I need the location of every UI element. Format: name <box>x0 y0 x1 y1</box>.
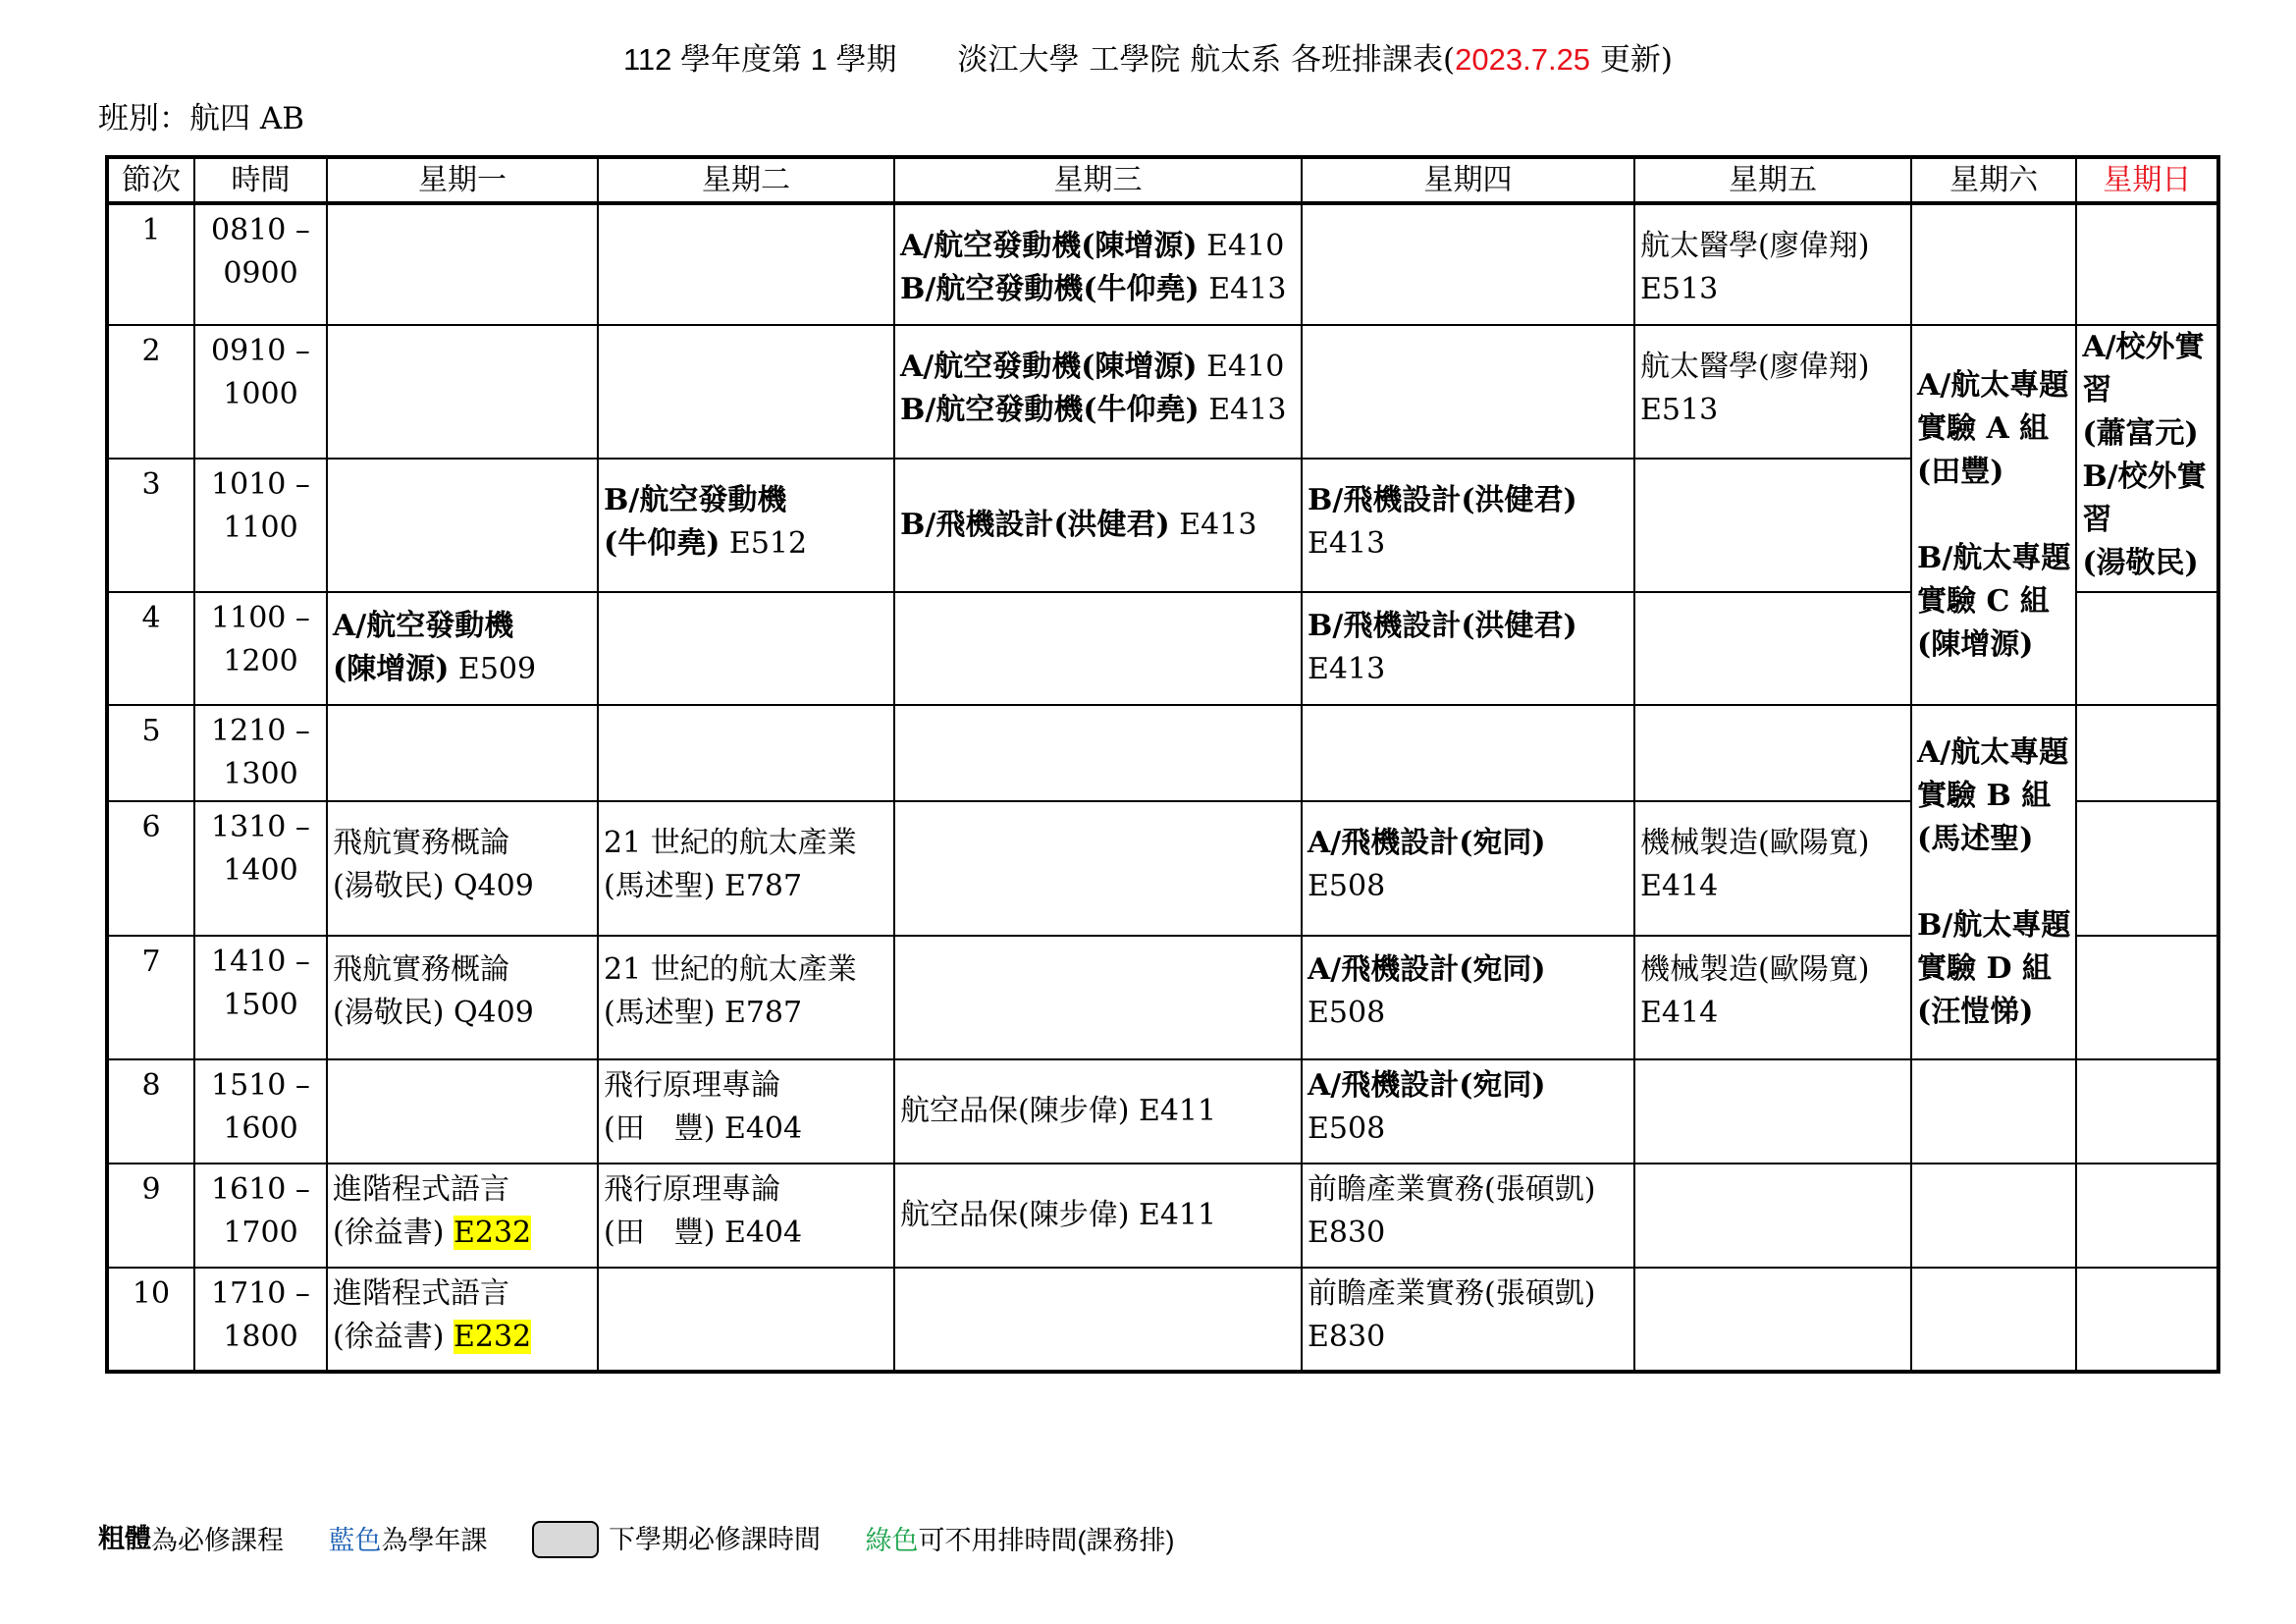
cell-empty <box>1634 705 1911 801</box>
period-number: 7 <box>107 936 194 1059</box>
period-time: 1100 – 1200 <box>194 592 327 705</box>
cell-empty <box>2076 1164 2218 1268</box>
cell-empty <box>894 592 1302 705</box>
legend-blue-word: 藍色 <box>328 1525 382 1555</box>
course-cell: B/飛機設計(洪健君) E413 <box>894 459 1302 592</box>
table-row <box>107 203 2218 325</box>
header-sunday: 星期日 <box>2076 157 2218 203</box>
cell-empty <box>894 936 1302 1059</box>
cell-empty <box>2076 936 2218 1059</box>
period-time: 1710 – 1800 <box>194 1268 327 1372</box>
header-tuesday: 星期二 <box>598 157 894 203</box>
cell-empty <box>894 801 1302 936</box>
period-time: 1410 – 1500 <box>194 936 327 1059</box>
period-time: 1010 – 1100 <box>194 459 327 592</box>
course-cell: 航太醫學(廖偉翔) E513 <box>1634 325 1911 459</box>
course-cell: A/飛機設計(宛同) E508 <box>1302 936 1634 1059</box>
course-cell: 飛航實務概論 (湯敬民) Q409 <box>327 936 598 1059</box>
course-cell: 21 世紀的航太產業 (馬述聖) E787 <box>598 801 894 936</box>
course-cell: 飛航實務概論 (湯敬民) Q409 <box>327 801 598 936</box>
course-cell: B/飛機設計(洪健君) E413 <box>1302 592 1634 705</box>
course-cell: 進階程式語言 (徐益書) E232 <box>327 1268 598 1372</box>
room-highlight: E232 <box>453 1216 532 1250</box>
course-cell: 航空品保(陳步偉) E411 <box>894 1059 1302 1164</box>
cell-empty <box>1634 459 1911 592</box>
cell-empty <box>2076 1059 2218 1164</box>
cell-empty <box>1302 325 1634 459</box>
legend-green-word: 綠色 <box>865 1525 919 1555</box>
course-cell: B/航空發動機 (牛仰堯) E512 <box>598 459 894 592</box>
cell-empty <box>598 592 894 705</box>
cell-empty <box>2076 1268 2218 1372</box>
period-number: 4 <box>107 592 194 705</box>
period-number: 10 <box>107 1268 194 1372</box>
class-label: 班別：航四 AB <box>98 101 305 136</box>
cell-empty <box>894 1268 1302 1372</box>
cell-empty <box>327 459 598 592</box>
table-row <box>107 705 2218 801</box>
course-cell: A/飛機設計(宛同) E508 <box>1302 801 1634 936</box>
cell-empty <box>598 1268 894 1372</box>
course-cell: A/航空發動機(陳增源) E410 B/航空發動機(牛仰堯) E413 <box>894 325 1302 459</box>
course-cell: A/航空發動機(陳增源) E410 B/航空發動機(牛仰堯) E413 <box>894 203 1302 325</box>
period-number: 1 <box>107 203 194 325</box>
cell-empty <box>1634 1164 1911 1268</box>
table-row <box>107 592 2218 705</box>
period-time: 1510 – 1600 <box>194 1059 327 1164</box>
table-row <box>107 1164 2218 1268</box>
table-row <box>107 1268 2218 1372</box>
cell-empty <box>1302 203 1634 325</box>
table-row <box>107 459 2218 592</box>
legend-box-desc: 下學期必修課時間 <box>609 1524 822 1554</box>
course-cell: A/飛機設計(宛同) E508 <box>1302 1059 1634 1164</box>
cell-empty <box>1634 1059 1911 1164</box>
saturday-lab-a-c: A/航太專題 實驗 A 組 (田豐) B/航太專題 實驗 C 組 (陳增源) <box>1911 325 2076 705</box>
course-cell: 21 世紀的航太產業 (馬述聖) E787 <box>598 936 894 1059</box>
table-header-row <box>107 157 2218 203</box>
page-title: 112 學年度第 1 學期 淡江大學 工學院 航太系 各班排課表(2023.7.25 更新) <box>622 42 1674 78</box>
course-cell: 進階程式語言 (徐益書) E232 <box>327 1164 598 1268</box>
sunday-internship: A/校外實 習 (蕭富元) B/校外實 習 (湯敬民) <box>2076 325 2218 592</box>
header-thursday: 星期四 <box>1302 157 1634 203</box>
period-time: 0910 – 1000 <box>194 325 327 459</box>
cell-empty <box>894 705 1302 801</box>
legend-bold-desc: 為必修課程 <box>151 1525 284 1555</box>
cell-empty <box>598 203 894 325</box>
course-cell: A/航空發動機 (陳增源) E509 <box>327 592 598 705</box>
cell-empty <box>1634 1268 1911 1372</box>
period-number: 3 <box>107 459 194 592</box>
room-highlight: E232 <box>453 1320 532 1354</box>
period-time: 0810 – 0900 <box>194 203 327 325</box>
table-row <box>107 936 2218 1059</box>
cell-empty <box>2076 203 2218 325</box>
course-cell: 前瞻產業實務(張碩凱) E830 <box>1302 1164 1634 1268</box>
period-time: 1610 – 1700 <box>194 1164 327 1268</box>
course-cell: 飛行原理專論 (田 豐) E404 <box>598 1059 894 1164</box>
table-row <box>107 801 2218 936</box>
legend <box>98 1518 1175 1560</box>
course-cell: 飛行原理專論 (田 豐) E404 <box>598 1164 894 1268</box>
saturday-lab-b-d: A/航太專題 實驗 B 組 (馬述聖) B/航太專題 實驗 D 組 (汪愷悌) <box>1911 705 2076 1059</box>
legend-blue-desc: 為學年課 <box>381 1525 488 1555</box>
period-number: 2 <box>107 325 194 459</box>
period-number: 9 <box>107 1164 194 1268</box>
cell-empty <box>1634 592 1911 705</box>
table-row <box>107 325 2218 459</box>
header-period: 節次 <box>107 157 194 203</box>
header-time: 時間 <box>194 157 327 203</box>
legend-green-desc: 可不用排時間(課務排) <box>918 1525 1175 1555</box>
cell-empty <box>2076 592 2218 705</box>
course-cell: B/飛機設計(洪健君) E413 <box>1302 459 1634 592</box>
cell-empty <box>327 203 598 325</box>
cell-empty <box>1911 203 2076 325</box>
period-time: 1210 – 1300 <box>194 705 327 801</box>
cell-empty <box>598 325 894 459</box>
cell-empty <box>327 325 598 459</box>
course-cell: 航空品保(陳步偉) E411 <box>894 1164 1302 1268</box>
cell-empty <box>1911 1059 2076 1164</box>
schedule-table <box>105 155 2220 1374</box>
cell-empty <box>327 705 598 801</box>
period-time: 1310 – 1400 <box>194 801 327 936</box>
legend-bold-word: 粗體 <box>98 1523 151 1553</box>
cell-empty <box>598 705 894 801</box>
cell-empty <box>327 1059 598 1164</box>
course-cell: 機械製造(歐陽寬) E414 <box>1634 801 1911 936</box>
legend-gray-box <box>532 1521 599 1558</box>
cell-empty <box>1302 705 1634 801</box>
header-friday: 星期五 <box>1634 157 1911 203</box>
period-number: 6 <box>107 801 194 936</box>
course-cell: 前瞻產業實務(張碩凱) E830 <box>1302 1268 1634 1372</box>
header-saturday: 星期六 <box>1911 157 2076 203</box>
cell-empty <box>2076 801 2218 936</box>
cell-empty <box>1911 1268 2076 1372</box>
update-date: 2023.7.25 <box>1455 42 1591 77</box>
course-cell: 航太醫學(廖偉翔) E513 <box>1634 203 1911 325</box>
table-row <box>107 1059 2218 1164</box>
header-wednesday: 星期三 <box>894 157 1302 203</box>
header-monday: 星期一 <box>327 157 598 203</box>
cell-empty <box>1911 1164 2076 1268</box>
period-number: 5 <box>107 705 194 801</box>
cell-empty <box>2076 705 2218 801</box>
period-number: 8 <box>107 1059 194 1164</box>
course-cell: 機械製造(歐陽寬) E414 <box>1634 936 1911 1059</box>
